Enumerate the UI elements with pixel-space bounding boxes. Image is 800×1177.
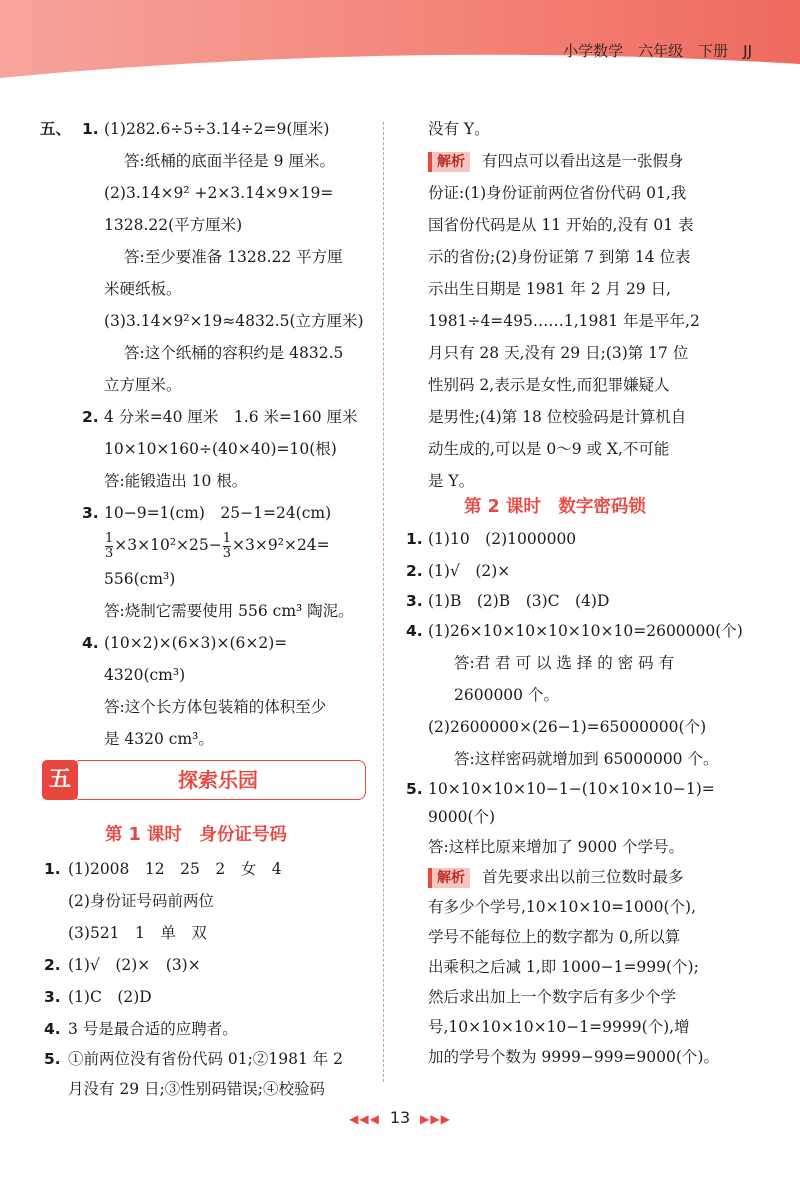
analysis1-line5: 示出生日期是 1981 年 2 月 29 日,: [428, 280, 672, 298]
q2-line2: 10×10×160÷(40×40)=10(根): [104, 440, 337, 458]
q4-line3: 答:这个长方体包装箱的体积至少: [104, 698, 327, 716]
q1-line3: (2)3.14×9² +2×3.14×9×19=: [104, 184, 334, 202]
analysis2-line2: 有多少个学号,10×10×10=1000(个),: [428, 898, 697, 916]
q1-line9: 立方厘米。: [104, 376, 182, 394]
r-q4-line4: (2)2600000×(26−1)=65000000(个): [428, 718, 707, 736]
l1-q5-number: 5.: [44, 1050, 61, 1068]
l1-q5-line2: 月没有 29 日;③性别码错误;④校验码: [68, 1080, 326, 1098]
l1-q3-number: 3.: [44, 988, 61, 1006]
r-q5-line3: 答:这样比原来增加了 9000 个学号。: [428, 838, 685, 856]
analysis2-line6: 号,10×10×10×10−1=9999(个),增: [428, 1018, 690, 1036]
section-title: 探索乐园: [178, 768, 258, 792]
q2-number: 2.: [82, 408, 99, 426]
q1-line6: 米硬纸板。: [104, 280, 182, 298]
analysis1-line11: 是 Y。: [428, 472, 475, 490]
l1-q5-line1: ①前两位没有省份代码 01;②1981 年 2: [68, 1050, 344, 1068]
page-number: 13: [389, 1108, 411, 1127]
section-number: 五: [42, 760, 78, 800]
q2-line1: 4 分米=40 厘米 1.6 米=160 厘米: [104, 408, 358, 426]
l1-q1-line3: (3)521 1 单 双: [68, 924, 207, 942]
l1-q4-number: 4.: [44, 1020, 61, 1038]
r-q4-line3: 2600000 个。: [454, 686, 559, 704]
r-q4-number: 4.: [406, 622, 423, 640]
page-footer: [0, 1108, 800, 1127]
r-q1: (1)10 (2)1000000: [428, 530, 577, 548]
analysis2-line1: 解析 首先要求出以前三位数时最多: [428, 866, 684, 888]
lesson1-title: 第 1 课时 身份证号码: [105, 825, 287, 845]
l1-q4: 3 号是最合适的应聘者。: [68, 1020, 238, 1038]
q4-line2: 4320(cm³): [104, 666, 186, 684]
r-line1: 没有 Y。: [428, 120, 490, 138]
r-q4-line5: 答:这样密码就增加到 65000000 个。: [454, 750, 719, 768]
r-q5-number: 5.: [406, 780, 423, 798]
q1-line7: (3)3.14×9²×19≈4832.5(立方厘米): [104, 312, 364, 330]
q2-line3: 答:能锻造出 10 根。: [104, 472, 248, 490]
q4-line1: (10×2)×(6×3)×(6×2)=: [104, 634, 288, 652]
l1-q1-number: 1.: [44, 860, 61, 878]
r-q4-line1: (1)26×10×10×10×10×10=2600000(个): [428, 622, 743, 640]
fraction-one-third: $\frac{1}{3}$: [105, 530, 114, 561]
q1-line8: 答:这个纸桶的容积约是 4832.5: [124, 344, 344, 362]
l1-q1-line2: (2)身份证号码前两位: [68, 892, 214, 910]
l1-q2-number: 2.: [44, 956, 61, 974]
l1-q3: (1)C (2)D: [68, 988, 152, 1006]
analysis1-line4: 示的省份;(2)身份证第 7 到第 14 位表: [428, 248, 691, 266]
r-q4-line2: 答:君 君 可 以 选 择 的 密 码 有: [454, 654, 675, 672]
q3-number: 3.: [82, 504, 99, 522]
q3-line3: 556(cm³): [104, 570, 176, 588]
analysis1-line3: 国省份代码是从 11 开始的,没有 01 表: [428, 216, 694, 234]
analysis-tag: 解析: [428, 868, 470, 888]
q3-line2: $\frac{1}{3}$ ×3×10²×25− $\frac{1}{3}$ ×3×9²×24=: [105, 530, 330, 561]
r-q2-number: 2.: [406, 562, 423, 580]
analysis1-line2: 份证:(1)身份证前两位省份代码 01,我: [428, 184, 687, 202]
header-title: 小学数学 六年级 下册 JJ: [563, 42, 752, 60]
next-arrows-icon: ▶▶▶: [420, 1112, 451, 1126]
section-marker: 五、: [40, 120, 72, 138]
q1-number: 1.: [82, 120, 99, 138]
analysis1-line9: 是男性;(4)第 18 位校验码是计算机自: [428, 408, 687, 426]
q3-line1: 10−9=1(cm) 25−1=24(cm): [104, 504, 332, 522]
analysis-tag: 解析: [428, 152, 470, 172]
analysis2-line3: 学号不能每位上的数字都为 0,所以算: [428, 928, 681, 946]
r-q5-line1: 10×10×10×10−1−(10×10×10−1)=: [428, 780, 715, 798]
column-divider: [383, 122, 384, 1082]
analysis1-line10: 动生成的,可以是 0～9 或 X,不可能: [428, 440, 670, 458]
header-band: [0, 0, 800, 78]
analysis1-line1: 解析 有四点可以看出这是一张假身: [428, 150, 684, 172]
q1-line4: 1328.22(平方厘米): [104, 216, 243, 234]
r-q3: (1)B (2)B (3)C (4)D: [428, 592, 610, 610]
q1-line2: 答:纸桶的底面半径是 9 厘米。: [124, 152, 335, 170]
prev-arrows-icon: ◀◀◀: [349, 1112, 380, 1126]
r-q5-line2: 9000(个): [428, 808, 496, 826]
q1-line5: 答:至少要准备 1328.22 平方厘: [124, 248, 343, 266]
fraction-one-third: $\frac{1}{3}$: [222, 530, 232, 561]
r-q1-number: 1.: [406, 530, 423, 548]
q4-number: 4.: [82, 634, 99, 652]
analysis1-line7: 月只有 28 天,没有 29 日;(3)第 17 位: [428, 344, 689, 362]
q1-line1: (1)282.6÷5÷3.14÷2=9(厘米): [104, 120, 330, 138]
analysis2-line7: 加的学号个数为 9999−999=9000(个)。: [428, 1048, 719, 1066]
r-q2: (1)√ (2)×: [428, 562, 511, 580]
lesson2-title: 第 2 课时 数字密码锁: [464, 497, 646, 517]
q3-line4: 答:烧制它需要使用 556 cm³ 陶泥。: [104, 602, 354, 620]
analysis1-line6: 1981÷4=495……1,1981 年是平年,2: [428, 312, 700, 330]
analysis2-line5: 然后求出加上一个数字后有多少个学: [428, 988, 677, 1006]
section-banner: [42, 760, 366, 800]
analysis1-line8: 性别码 2,表示是女性,而犯罪嫌疑人: [428, 376, 670, 394]
analysis2-line4: 出乘积之后减 1,即 1000−1=999(个);: [428, 958, 699, 976]
q4-line4: 是 4320 cm³。: [104, 730, 214, 748]
r-q3-number: 3.: [406, 592, 423, 610]
l1-q1-line1: (1)2008 12 25 2 女 4: [68, 860, 282, 878]
l1-q2: (1)√ (2)× (3)×: [68, 956, 201, 974]
